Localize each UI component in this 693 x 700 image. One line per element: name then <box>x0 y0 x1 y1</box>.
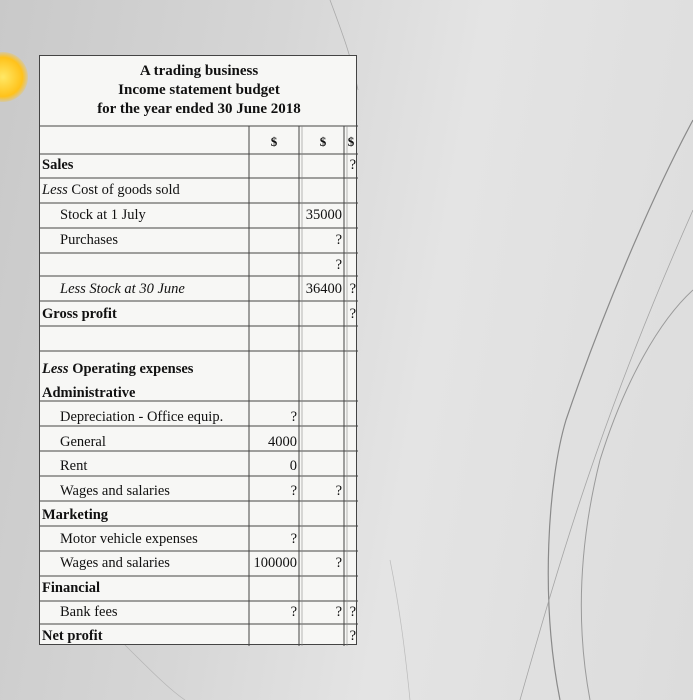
row-rent-c1: 0 <box>289 458 297 474</box>
row-cogs-rest: Cost of goods sold <box>67 182 180 198</box>
row-opex-rest: Operating expenses <box>68 361 194 377</box>
row-net-profit-label: Net profit <box>42 628 103 644</box>
row-depreciation-c1: ? <box>290 409 297 425</box>
row-stock-open-c2: 35000 <box>305 207 342 223</box>
row-sales-label: Sales <box>42 157 74 173</box>
row-rent-label: Rent <box>60 458 88 474</box>
income-statement-sheet <box>39 55 357 645</box>
title-line-1: A trading business <box>139 63 259 79</box>
row-general-label: General <box>60 434 106 450</box>
row-motor-c1: ? <box>290 531 297 547</box>
row-opex-label <box>42 359 193 379</box>
row-admin-label: Administrative <box>42 385 136 401</box>
row-cogs-less: Less <box>42 182 68 198</box>
row-wages-admin-c2: ? <box>335 483 342 499</box>
row-bank-fees-label: Bank fees <box>60 604 118 620</box>
row-wages-admin-label: Wages and salaries <box>60 483 170 499</box>
row-cogs-label <box>42 180 180 200</box>
row-stock-close-c2: 36400 <box>305 281 342 297</box>
row-financial-label: Financial <box>42 580 101 596</box>
row-motor-label: Motor vehicle expenses <box>60 531 198 547</box>
row-stock-open-label: Stock at 1 July <box>60 207 146 223</box>
row-gross-profit-c3: ? <box>349 306 356 322</box>
row-opex-less: Less <box>42 361 69 377</box>
row-general-c1: 4000 <box>268 434 297 450</box>
title-line-3: for the year ended 30 June 2018 <box>97 101 301 117</box>
row-purchases-label: Purchases <box>60 232 118 248</box>
row-sales-c3: ? <box>349 157 356 173</box>
row-wages-mkt-c1: 100000 <box>253 555 297 571</box>
col-header-3: $ <box>347 134 355 149</box>
row-wages-mkt-label: Wages and salaries <box>60 555 170 571</box>
col-header-2: $ <box>319 134 327 149</box>
title-line-2: Income statement budget <box>118 82 280 98</box>
row-net-profit-c3: ? <box>349 628 356 644</box>
row-wages-admin-c1: ? <box>290 483 297 499</box>
row-purchases-c2: ? <box>335 232 342 248</box>
col-header-1: $ <box>270 134 278 149</box>
row-wages-mkt-c2: ? <box>335 555 342 571</box>
row-depreciation-label: Depreciation - Office equip. <box>60 409 224 425</box>
row-stock-close-label: Less Stock at 30 June <box>60 281 185 297</box>
row-marketing-label: Marketing <box>42 507 109 523</box>
row-subtotal-c2: ? <box>335 257 342 273</box>
row-bank-fees-c3: ? <box>349 604 356 620</box>
row-stock-close-c3: ? <box>349 281 356 297</box>
row-bank-fees-c2: ? <box>335 604 342 620</box>
row-gross-profit-label: Gross profit <box>42 306 117 322</box>
row-bank-fees-c1: ? <box>290 604 297 620</box>
